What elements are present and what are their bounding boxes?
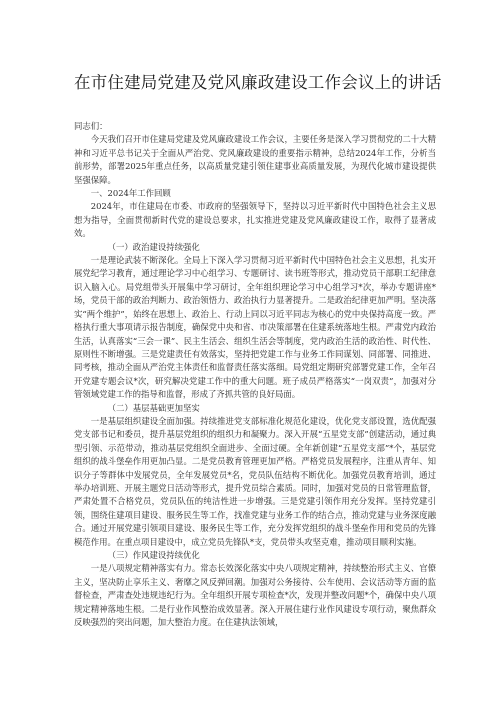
- paragraph-conduct: 一是八项规定精神落实有力。常态长效深化落实中央八项规定精神，持续整治形式主义、官僚主义，坚决防止享乐主义、奢靡之风反弹回潮。加强对公务接待、公车使用、会议活动等方面的监督检查，严肃查处违规违纪行为。全年组织开展专项检查*次，发现并整改问题*个，确保中央八项规定精神落地生根。二是行业作风整治成效显著。深入开展住建行业作风建设专项行动，聚焦群众反映强烈的突出问题，加大整治力度。在住建执法领域，: [74, 563, 436, 628]
- paragraph-political: 一是理论武装不断深化。全局上下深入学习贯彻习近平新时代中国特色社会主义思想，扎实开展党纪学习教育，通过理论学习中心组学习、专题研讨、读书班等形式，推动党员干部职工纪律意识入脑入心。局党组带头开展集中学习研讨，全年组织理论学习中心组学习*次，举办专题讲座*场，党员干部的政治判断力、政治领悟力、政治执行力显著提升。二是政治纪律更加严明。坚决落实“两个维护”，始终在思想上、政治上、行动上同以习近平同志为核心的党中央保持高度一致。严格执行重大事项请示报告制度，确保党中央和省、市决策部署在住建系统落地生根。严肃党内政治生活，认真落实“三会一课”、民主生活会、组织生活会等制度，党内政治生活的政治性、时代性、原则性不断增强。三是党建责任有效落实，坚持把党建工作与业务工作同谋划、同部署、同推进、同考核，推动全面从严治党主体责任和监督责任落实落细。局党组定期研究部署党建工作，全年召开党建专题会议*次，研究解决党建工作中的重大问题。班子成员严格落实“一岗双责”，加强对分管领域党建工作的指导和监督，形成了齐抓共管的良好局面。: [74, 255, 436, 400]
- intro-paragraph: 今天我们召开市住建局党建及党风廉政建设工作会议，主要任务是深入学习贯彻党的二十大精神和习近平总书记关于全面从严治党、党风廉政建设的重要指示精神，总结2024年工作，分析当前形势，部署2025年重点任务，以高质量党建引领住建事业高质量发展，为现代化城市建设提供坚强保障。: [74, 134, 436, 185]
- salutation: 同志们：: [74, 121, 108, 131]
- subsection-heading-grassroots: （二）基层基础更加坚实: [107, 402, 200, 413]
- document-title: 在市住建局党建及党风廉政建设工作会议上的讲话: [74, 73, 442, 92]
- document-body: [74, 120, 436, 629]
- subsection-heading-political: （一）政治建设持续强化: [107, 241, 200, 252]
- section-heading: 一、2024年工作回顾: [90, 188, 171, 199]
- paragraph-grassroots: 一是基层组织建设全面加强。持续推进党支部标准化规范化建设，优化党支部设置，选优配强党支部书记和委员，提升基层党组织的组织力和凝聚力。深入开展“五星党支部”创建活动，通过典型引领、示范带动，推动基层党组织全面进步、全面过硬。全年新创建“五星党支部”*个，基层党组织的战斗堡垒作用更加凸显。二是党员教育管理更加严格。严格党员发展程序，注重从青年、知识分子等群体中发展党员，全年发展党员*名，党员队伍结构不断优化。加强党员教育培训，通过举办培训班、开展主题党日活动等形式，提升党员综合素质。同时，加强对党员的日常管理监督，严肃处置不合格党员，党员队伍的纯洁性进一步增强。三是党建引领作用充分发挥。坚持党建引领，围绕住建项目建设、服务民生等工作，找准党建与业务工作的结合点，推动党建与业务深度融合。通过开展党建引领项目建设、服务民生等工作，充分发挥党组织的战斗堡垒作用和党员的先锋模范作用。在重点项目建设中，成立党员先锋队*支，党员带头攻坚克难，推动项目顺利实施。: [74, 415, 436, 547]
- section-intro-paragraph: 2024年，市住建局在市委、市政府的坚强领导下，坚持以习近平新时代中国特色社会主义思想为指导，全面贯彻新时代党的建设总要求，扎实推进党建及党风廉政建设工作，取得了显著成效。: [74, 201, 436, 239]
- subsection-heading-conduct: （三）作风建设持续优化: [107, 550, 200, 560]
